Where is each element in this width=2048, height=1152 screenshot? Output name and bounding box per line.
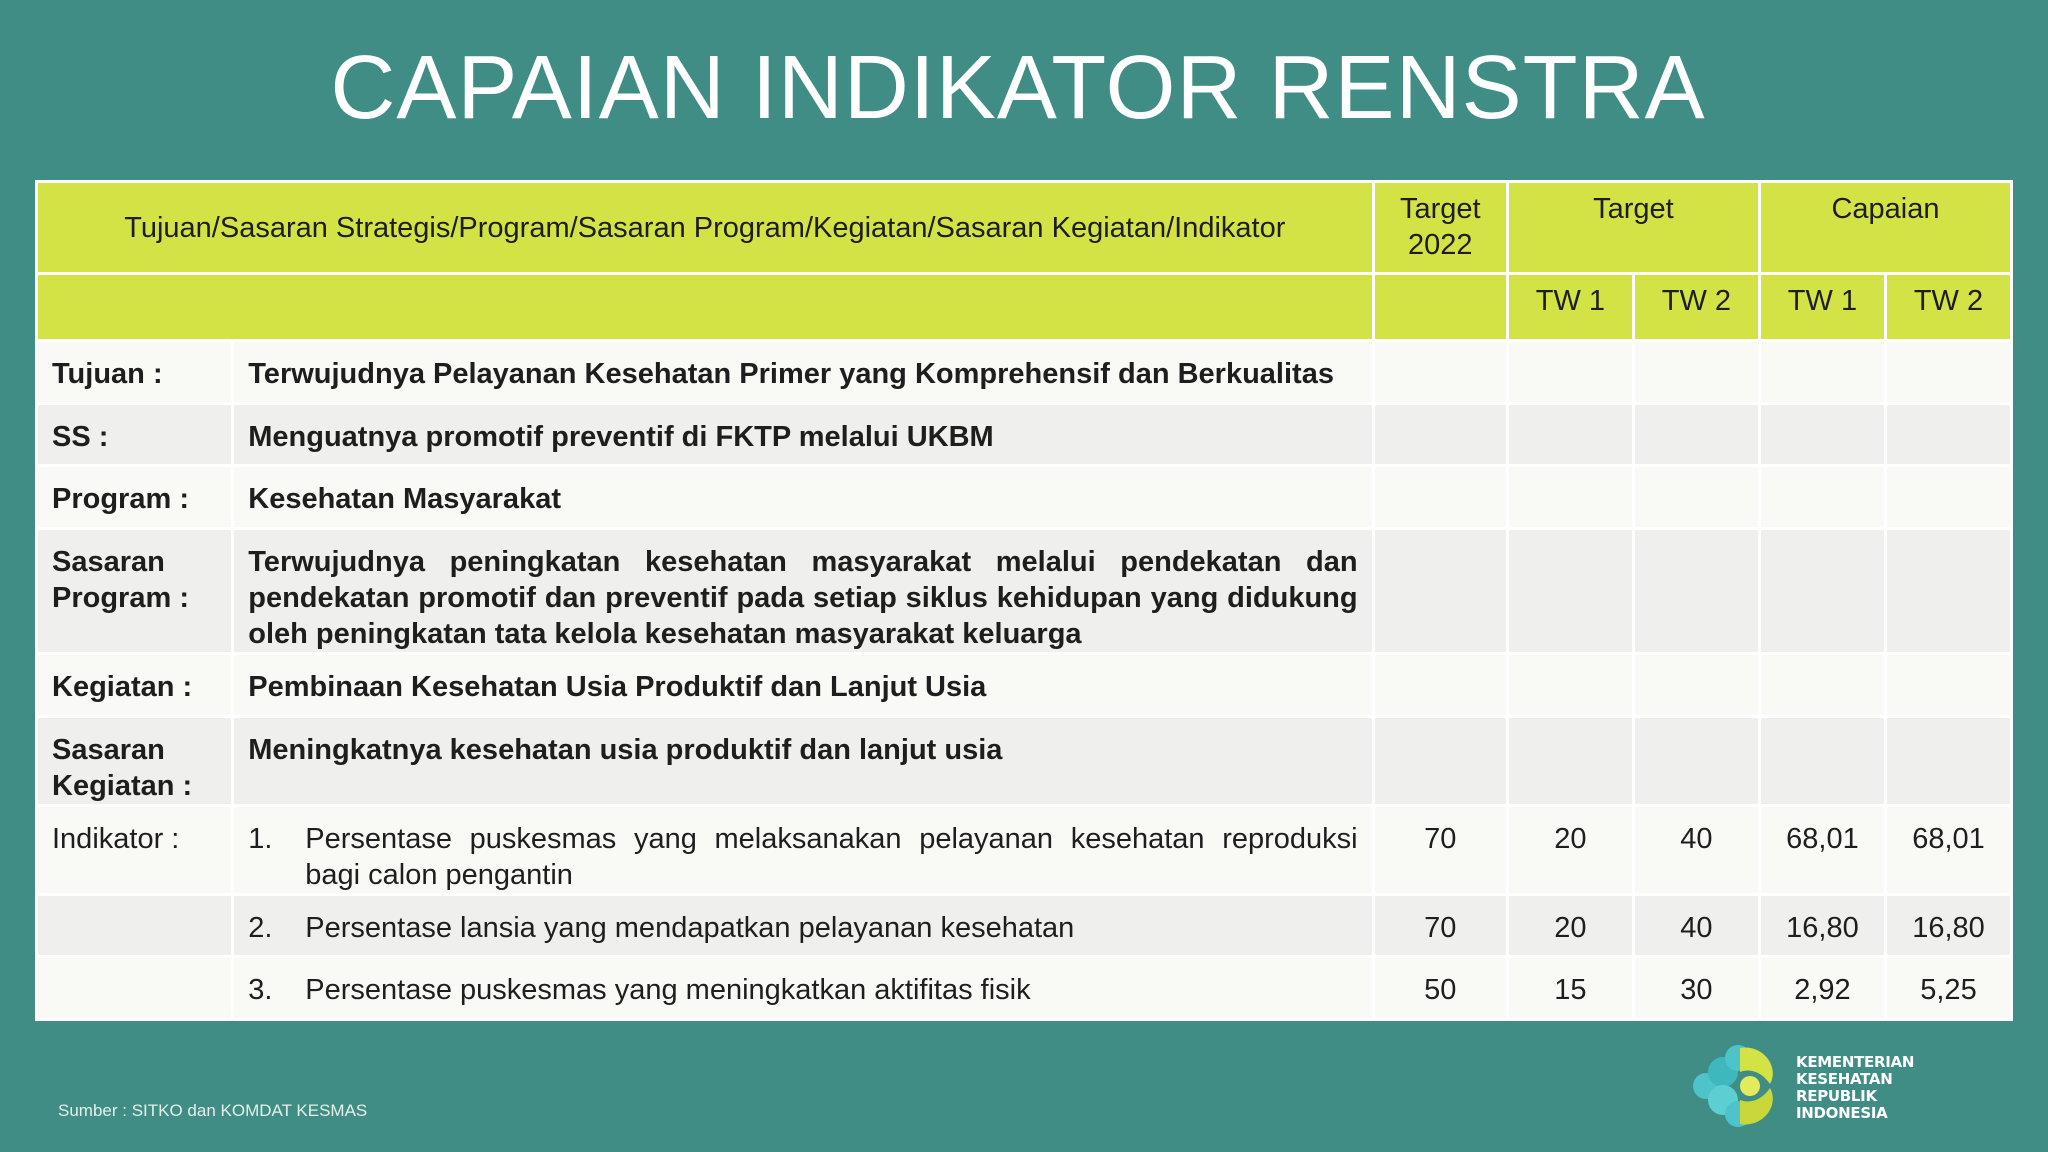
capaian-tw2-value: 68,01 [1885, 806, 2011, 895]
slide-title: CAPAIAN INDIKATOR RENSTRA [330, 38, 1706, 138]
header-capaian-tw2: TW 2 [1885, 274, 2011, 341]
capaian-tw1-value: 16,80 [1759, 895, 1885, 957]
header-row-2 [37, 274, 2012, 341]
row-text: Meningkatnya kesehatan usia produktif dan lanjut usia [233, 717, 1373, 806]
row-text: Terwujudnya Pelayanan Kesehatan Primer yang Komprehensif dan Berkualitas [233, 341, 1373, 404]
header-row-1 [37, 182, 2012, 274]
row-text: Kesehatan Masyarakat [233, 466, 1373, 529]
capaian-tw1-value: 2,92 [1759, 957, 1885, 1020]
target-tw1-value: 20 [1507, 895, 1633, 957]
indicator-number: 3. [248, 974, 273, 1006]
row-label: Program : [37, 466, 233, 529]
header-target-2022: Target 2022 [1373, 182, 1507, 274]
row-sasaran-program [37, 529, 2012, 654]
indicator-row [37, 895, 2012, 957]
target-tw1-value: 20 [1507, 806, 1633, 895]
target-2022-value: 70 [1373, 895, 1507, 957]
renstra-table [35, 180, 2013, 1006]
indicator-text: Persentase puskesmas yang meningkatkan aktifitas fisik [305, 974, 1031, 1006]
row-label: SS : [37, 404, 233, 466]
row-label: Tujuan : [37, 341, 233, 404]
header-main: Tujuan/Sasaran Strategis/Program/Sasaran Program/Kegiatan/Sasaran Kegiatan/Indikator [37, 182, 1374, 274]
indicator-text: Persentase lansia yang mendapatkan pelayanan kesehatan [305, 912, 1075, 944]
capaian-tw2-value: 16,80 [1885, 895, 2011, 957]
row-text: Terwujudnya peningkatan kesehatan masyarakat melalui pendekatan dan pendekatan promotif dan preventif pada setiap siklus kehidupan yang didukung oleh peningkatan tata kelola kesehatan masyarakat keluarga [233, 529, 1373, 654]
row-text: Menguatnya promotif preventif di FKTP melalui UKBM [233, 404, 1373, 466]
indikator-label: Indikator : [37, 806, 233, 895]
row-label: Sasaran Kegiatan : [37, 717, 233, 806]
row-program [37, 466, 2012, 529]
target-tw2-value: 30 [1633, 957, 1759, 1020]
target-tw1-value: 15 [1507, 957, 1633, 1020]
capaian-tw1-value: 68,01 [1759, 806, 1885, 895]
header-target-tw1: TW 1 [1507, 274, 1633, 341]
indicator-row [37, 957, 2012, 1020]
indicator-row [37, 806, 2012, 895]
row-tujuan [37, 341, 2012, 404]
indicator-number: 2. [248, 912, 273, 944]
header-blank-target-2022 [1373, 274, 1507, 341]
capaian-tw2-value: 5,25 [1885, 957, 2011, 1020]
header-blank [37, 274, 1374, 341]
logo-text: KEMENTERIAN KESEHATAN REPUBLIK INDONESIA [1796, 1053, 1915, 1122]
indicator-number: 1. [248, 823, 273, 855]
row-ss [37, 404, 2012, 466]
indicator-text: Persentase puskesmas yang melaksanakan pelayanan kesehatan reproduksi bagi calon pengantin [305, 823, 1358, 891]
target-tw2-value: 40 [1633, 895, 1759, 957]
target-2022-value: 70 [1373, 806, 1507, 895]
row-label: Sasaran Program : [37, 529, 233, 654]
row-kegiatan [37, 654, 2012, 717]
header-target: Target [1507, 182, 1759, 274]
row-text: Pembinaan Kesehatan Usia Produktif dan Lanjut Usia [233, 654, 1373, 717]
row-sasaran-kegiatan [37, 717, 2012, 806]
header-capaian: Capaian [1759, 182, 2011, 274]
target-tw2-value: 40 [1633, 806, 1759, 895]
source-note: Sumber : SITKO dan KOMDAT KESMAS [58, 1101, 368, 1120]
header-capaian-tw1: TW 1 [1759, 274, 1885, 341]
target-2022-value: 50 [1373, 957, 1507, 1020]
row-label: Kegiatan : [37, 654, 233, 717]
header-target-tw2: TW 2 [1633, 274, 1759, 341]
